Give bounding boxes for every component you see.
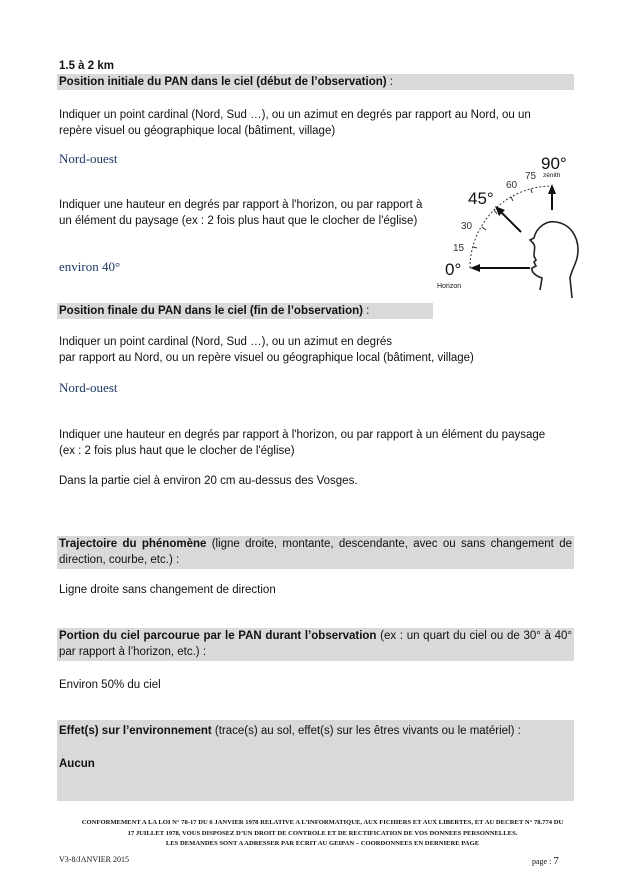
degree-30: 30 xyxy=(461,221,473,232)
degree-75: 75 xyxy=(525,171,537,182)
portion-title: Portion du ciel parcourue par le PAN durant l’observation xyxy=(59,630,377,642)
zenith-value: 90° xyxy=(541,154,567,173)
trajectory-answer: Ligne droite sans changement de direction xyxy=(59,584,276,596)
trajectory-desc: (ligne droite, montante, descendante, avec ou sans changement de direction, courbe, etc.) : xyxy=(59,538,572,566)
legal-notice-line1: CONFORMEMENT A LA LOI N° 78-17 DU 6 JANVIER 1978 RELATIVE A L’INFORMATIQUE, AUX FICHIERS ET AUX LIBERTES, ET AU DECRET N° 78.774 DU xyxy=(81,819,564,826)
horizon-label: Horizon xyxy=(437,283,462,290)
initial-answer-height: environ 40° xyxy=(59,259,121,274)
final-answer-cardinal: Nord-ouest xyxy=(59,380,118,395)
horizon-value: 0° xyxy=(445,260,462,279)
angle-arrow xyxy=(499,210,521,232)
effects-box xyxy=(57,720,574,801)
page-label: page : xyxy=(532,857,554,866)
version-label: V3-8/JANVIER 2015 xyxy=(59,855,129,864)
zenith-label: zénith xyxy=(543,172,561,179)
final-position-title: Position finale du PAN dans le ciel (fin de l’observation) xyxy=(59,305,363,317)
portion-answer: Environ 50% du ciel xyxy=(59,679,161,691)
page-indicator xyxy=(532,855,559,867)
initial-answer-cardinal: Nord-ouest xyxy=(59,151,118,166)
degree-15: 15 xyxy=(453,243,465,254)
final-question-height xyxy=(59,427,589,459)
portion-header xyxy=(57,628,574,661)
degree-60: 60 xyxy=(506,180,518,191)
final-question-cardinal-line1: Indiquer un point cardinal (Nord, Sud …), ou un azimut en degrés xyxy=(59,336,393,348)
final-question-height-line2: (ex : 2 fois plus haut que le clocher de l'église) xyxy=(59,445,295,457)
effects-title: Effet(s) sur l’environnement xyxy=(59,725,212,737)
trajectory-title: Trajectoire du phénomène xyxy=(59,538,207,550)
legal-notice xyxy=(70,818,575,850)
elevation-diagram xyxy=(432,150,582,320)
page-number: 7 xyxy=(553,855,559,867)
final-position-title-suffix: : xyxy=(362,305,370,317)
effects-desc: (trace(s) au sol, effet(s) sur les êtres vivants ou le matériel) : xyxy=(211,725,521,737)
initial-position-header xyxy=(57,74,574,90)
final-question-cardinal xyxy=(59,334,579,366)
portion-desc: (ex : un quart du ciel ou de 30° à 40° par rapport à l’horizon, etc.) : xyxy=(59,630,572,658)
degree-45: 45° xyxy=(468,189,494,208)
final-question-height-line1: Indiquer une hauteur en degrés par rapport à l'horizon, ou par rapport à un élément du paysage xyxy=(59,429,546,441)
initial-position-title: Position initiale du PAN dans le ciel (début de l’observation) xyxy=(59,76,387,88)
final-question-cardinal-line2: par rapport au Nord, ou un repère visuel ou géographique local (bâtiment, village) xyxy=(59,352,474,364)
initial-question-height: Indiquer une hauteur en degrés par rapport à l'horizon, ou par rapport à un élément du paysage (ex : 2 fois plus haut que le clocher de l'église) xyxy=(59,199,423,227)
initial-position-title-suffix: : xyxy=(386,76,393,88)
initial-question-cardinal: Indiquer un point cardinal (Nord, Sud …), ou un azimut en degrés par rapport au Nord, ou un repère visuel ou géographique local (bâtiment, village) xyxy=(59,109,531,137)
observer-head xyxy=(530,222,578,298)
legal-notice-line2: 17 JUILLET 1978, VOUS DISPOSEZ D’UN DROIT DE CONTROLE ET DE RECTIFICATION DE VOS DONNEES PERSONNELLES. xyxy=(127,829,518,837)
final-answer-height: Dans la partie ciel à environ 20 cm au-dessus des Vosges. xyxy=(59,475,358,487)
distance-value: 1.5 à 2 km xyxy=(59,60,114,72)
legal-notice-line3: LES DEMANDES SONT A ADRESSER PAR ECRIT AU GEIPAN – COORDONNEES EN DERNIERE PAGE xyxy=(165,840,480,847)
final-position-header xyxy=(57,303,433,319)
effects-answer: Aucun xyxy=(59,758,95,770)
trajectory-header xyxy=(57,536,574,569)
